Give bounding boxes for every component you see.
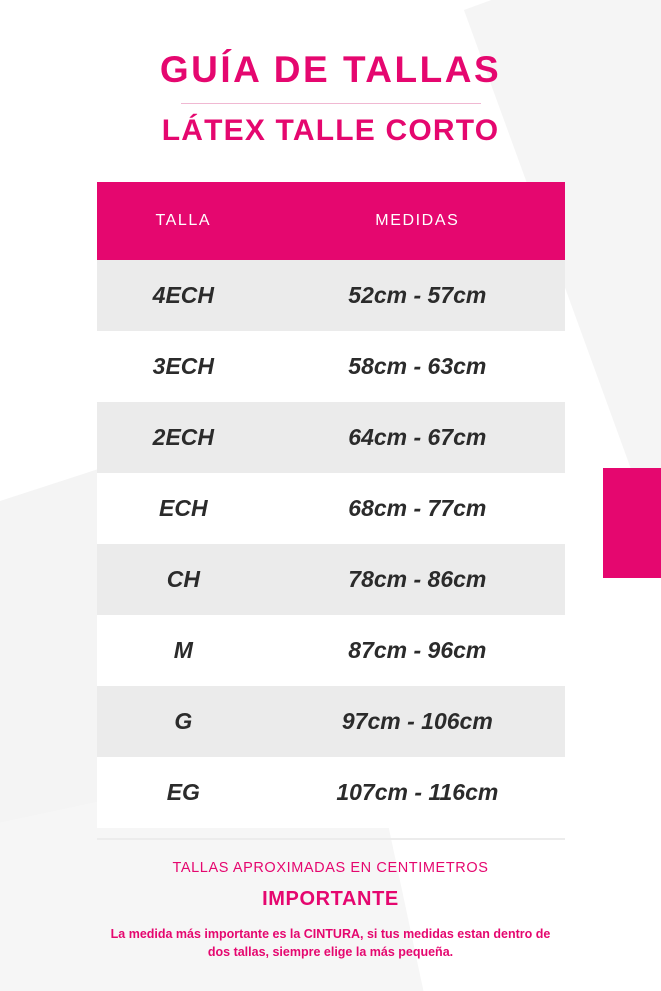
cell-talla: M bbox=[97, 615, 271, 686]
title-block bbox=[0, 0, 661, 147]
cell-talla: G bbox=[97, 686, 271, 757]
cell-medidas: 78cm - 86cm bbox=[270, 544, 564, 615]
cell-medidas: 87cm - 96cm bbox=[270, 615, 564, 686]
cell-talla: 3ECH bbox=[97, 331, 271, 402]
cell-medidas: 107cm - 116cm bbox=[270, 757, 564, 828]
cell-medidas: 97cm - 106cm bbox=[270, 686, 564, 757]
cell-talla: CH bbox=[97, 544, 271, 615]
table-row bbox=[97, 615, 565, 686]
cell-talla: 2ECH bbox=[97, 402, 271, 473]
footer-approx-text: TALLAS APROXIMADAS EN CENTIMETROS bbox=[172, 859, 489, 876]
cell-medidas: 64cm - 67cm bbox=[270, 402, 564, 473]
size-table bbox=[97, 182, 565, 828]
table-row bbox=[97, 473, 565, 544]
table-row bbox=[97, 686, 565, 757]
footer-important-heading: IMPORTANTE bbox=[262, 887, 399, 910]
cell-talla: ECH bbox=[97, 473, 271, 544]
table-row bbox=[97, 260, 565, 331]
column-header-talla: TALLA bbox=[97, 182, 271, 260]
cell-medidas: 58cm - 63cm bbox=[270, 331, 564, 402]
size-table-head bbox=[97, 182, 565, 260]
cell-talla: 4ECH bbox=[97, 260, 271, 331]
table-row bbox=[97, 402, 565, 473]
footer-block bbox=[0, 860, 661, 961]
table-header-row bbox=[97, 182, 565, 260]
column-header-medidas: MEDIDAS bbox=[270, 182, 564, 260]
footer-note-text: La medida más importante es la CINTURA, si tus medidas estan dentro de dos tallas, siempre elige la más pequeña. bbox=[110, 926, 551, 959]
table-row bbox=[97, 757, 565, 828]
cell-medidas: 52cm - 57cm bbox=[270, 260, 564, 331]
cell-medidas: 68cm - 77cm bbox=[270, 473, 564, 544]
cell-talla: EG bbox=[97, 757, 271, 828]
table-row bbox=[97, 331, 565, 402]
table-row bbox=[97, 544, 565, 615]
footer-divider bbox=[97, 838, 565, 840]
page-title: GUÍA DE TALLAS bbox=[159, 49, 502, 90]
page-subtitle: LÁTEX TALLE CORTO bbox=[161, 113, 500, 147]
title-divider bbox=[181, 103, 481, 104]
size-table-body bbox=[97, 260, 565, 828]
size-table-wrapper bbox=[97, 182, 565, 828]
